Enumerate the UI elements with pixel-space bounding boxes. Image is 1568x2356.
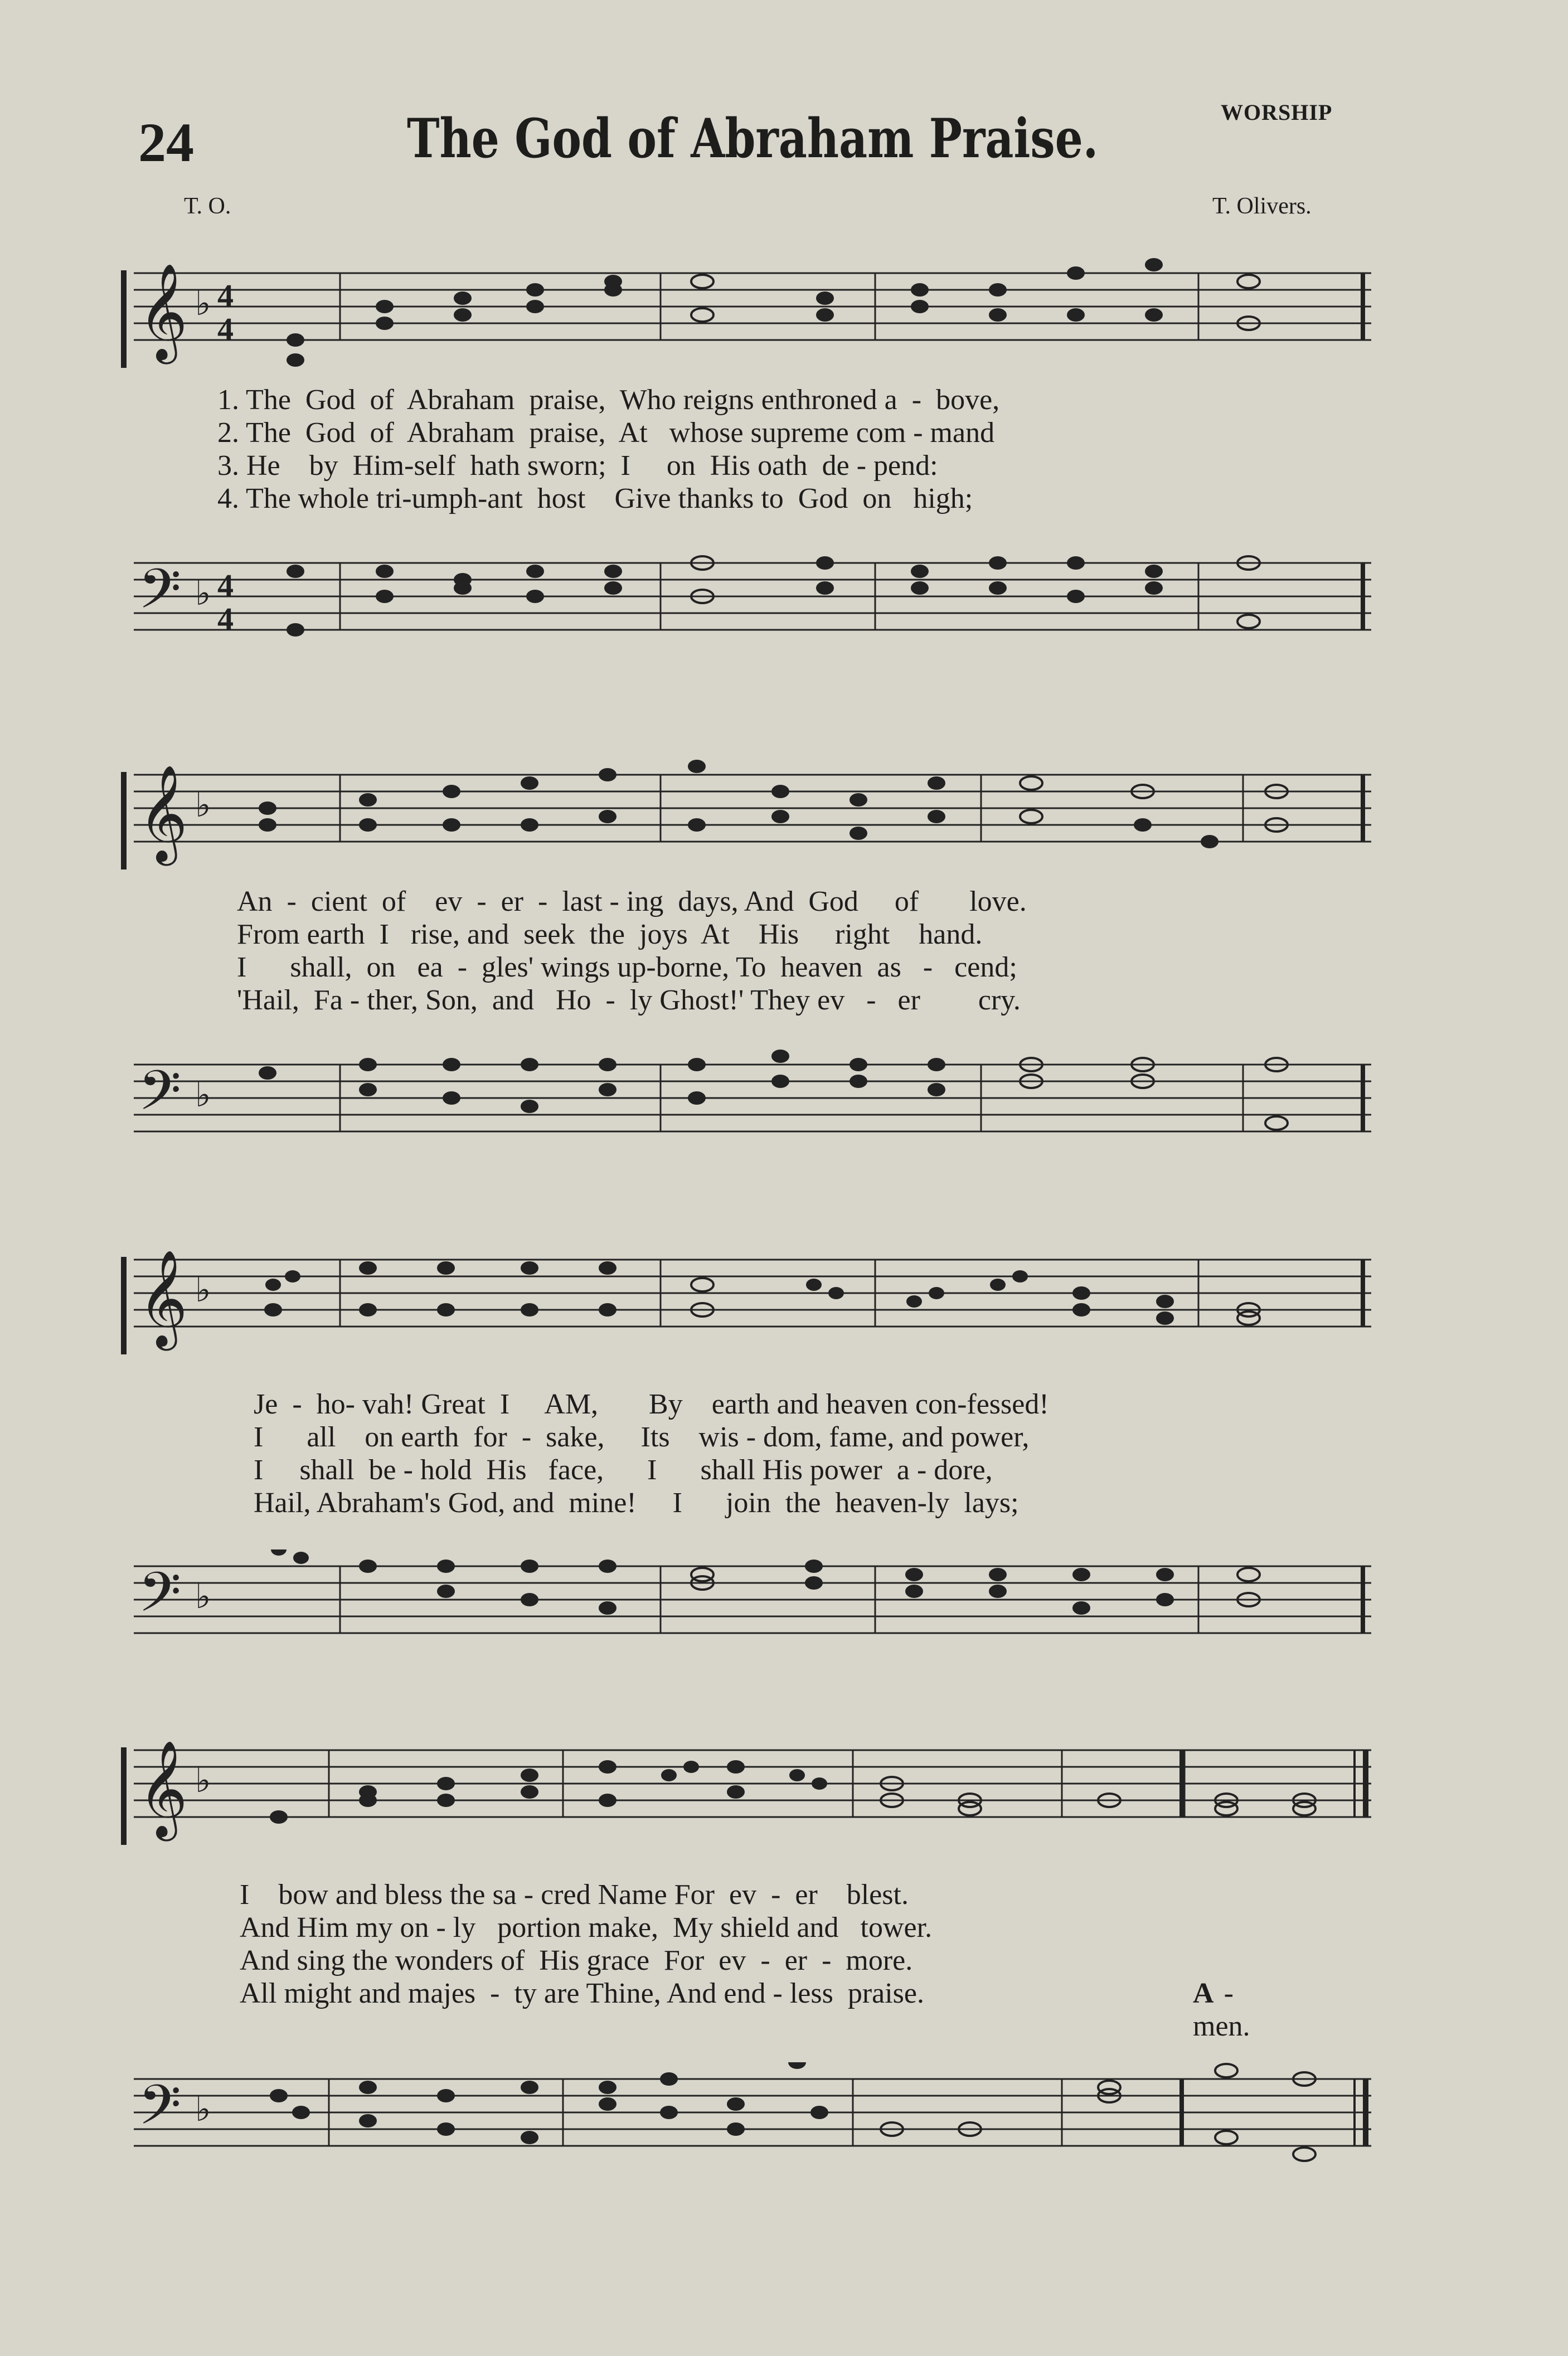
svg-text:♭: ♭ (195, 1762, 211, 1799)
amen-text (1193, 1977, 1250, 2043)
svg-text:𝄢: 𝄢 (138, 1562, 182, 1636)
lyric-line: And sing the wonders of His grace For ev - er - more. (240, 1945, 913, 1976)
hymn-number: 24 (138, 111, 194, 173)
lyric-line: 2. The God of Abraham praise, At whose supreme com - mand (217, 417, 995, 449)
svg-text:♭: ♭ (195, 1272, 211, 1309)
lyric-line: 4. The whole tri-umph-ant host Give thanks to God on high; (217, 483, 973, 514)
lyric-line: All might and majes - ty are Thine, And end - less praise. (240, 1978, 924, 2009)
svg-text:𝄞: 𝄞 (138, 767, 188, 860)
lyric-line: And Him my on - ly portion make, My shield and tower. (240, 1912, 933, 1944)
svg-text:4: 4 (217, 567, 234, 604)
svg-text:𝄞: 𝄞 (138, 1252, 188, 1345)
lyrics-block-1 (217, 383, 1360, 515)
lyric-line: 3. He by Him-self hath sworn; I on His oath de - pend: (217, 450, 938, 482)
treble-staff-2 (0, 758, 1568, 869)
bass-staff-1 (0, 546, 1568, 691)
lyric-line: I all on earth for - sake, Its wis - dom, fame, and power, (254, 1421, 1030, 1453)
svg-text:♭: ♭ (195, 1077, 211, 1114)
lyrics-block-3 (254, 1388, 1396, 1519)
lyric-line: I bow and bless the sa - cred Name For ev - er blest. (240, 1879, 909, 1911)
tune-credit: T. O. (184, 193, 231, 219)
lyric-line: 1. The God of Abraham praise, Who reigns enthroned a - bove, (217, 384, 1000, 416)
svg-text:♭: ♭ (195, 1578, 211, 1615)
lyrics-block-2 (237, 885, 1380, 1017)
author-credit: T. Olivers. (1212, 193, 1312, 219)
lyric-line: Je - ho- vah! Great I AM, By earth and heaven con-fessed! (254, 1388, 1049, 1420)
lyric-line: From earth I rise, and seek the joys At His right hand. (237, 919, 983, 950)
lyric-line: 'Hail, Fa - ther, Son, and Ho - ly Ghost!' They ev - er cry. (237, 984, 1021, 1016)
amen-rest: - men. (1193, 1978, 1250, 2042)
treble-staff-1 (0, 256, 1568, 368)
lyric-line: An - cient of ev - er - last - ing days, And God of love. (237, 886, 1027, 917)
lyric-line: I shall, on ea - gles' wings up-borne, To heaven as - cend; (237, 951, 1017, 983)
treble-staff-4 (0, 1733, 1568, 1845)
bass-staff-4 (0, 2062, 1568, 2207)
bass-staff-3 (0, 1549, 1568, 1694)
svg-text:𝄞: 𝄞 (138, 1743, 188, 1835)
svg-text:4: 4 (217, 278, 234, 314)
category-label: WORSHIP (1221, 100, 1333, 125)
svg-text:4: 4 (217, 601, 234, 637)
hymn-title: The God of Abraham Praise. (407, 107, 1099, 170)
svg-text:♭: ♭ (195, 2091, 211, 2128)
treble-clef-icon: 𝄞 (138, 266, 188, 358)
lyric-line: I shall be - hold His face, I shall His power a - dore, (254, 1454, 993, 1486)
bass-clef-icon: 𝄢 (138, 559, 182, 633)
svg-text:𝄢: 𝄢 (138, 1061, 182, 1135)
svg-text:♭: ♭ (195, 285, 211, 322)
svg-text:𝄢: 𝄢 (138, 2075, 182, 2149)
treble-staff-3 (0, 1243, 1568, 1354)
lyric-line: Hail, Abraham's God, and mine! I join the heaven-ly lays; (254, 1487, 1019, 1519)
bass-staff-2 (0, 1048, 1568, 1193)
svg-text:♭: ♭ (195, 787, 211, 824)
svg-text:♭: ♭ (195, 575, 211, 612)
svg-text:4: 4 (217, 311, 234, 347)
amen-a: A (1193, 1978, 1214, 2009)
